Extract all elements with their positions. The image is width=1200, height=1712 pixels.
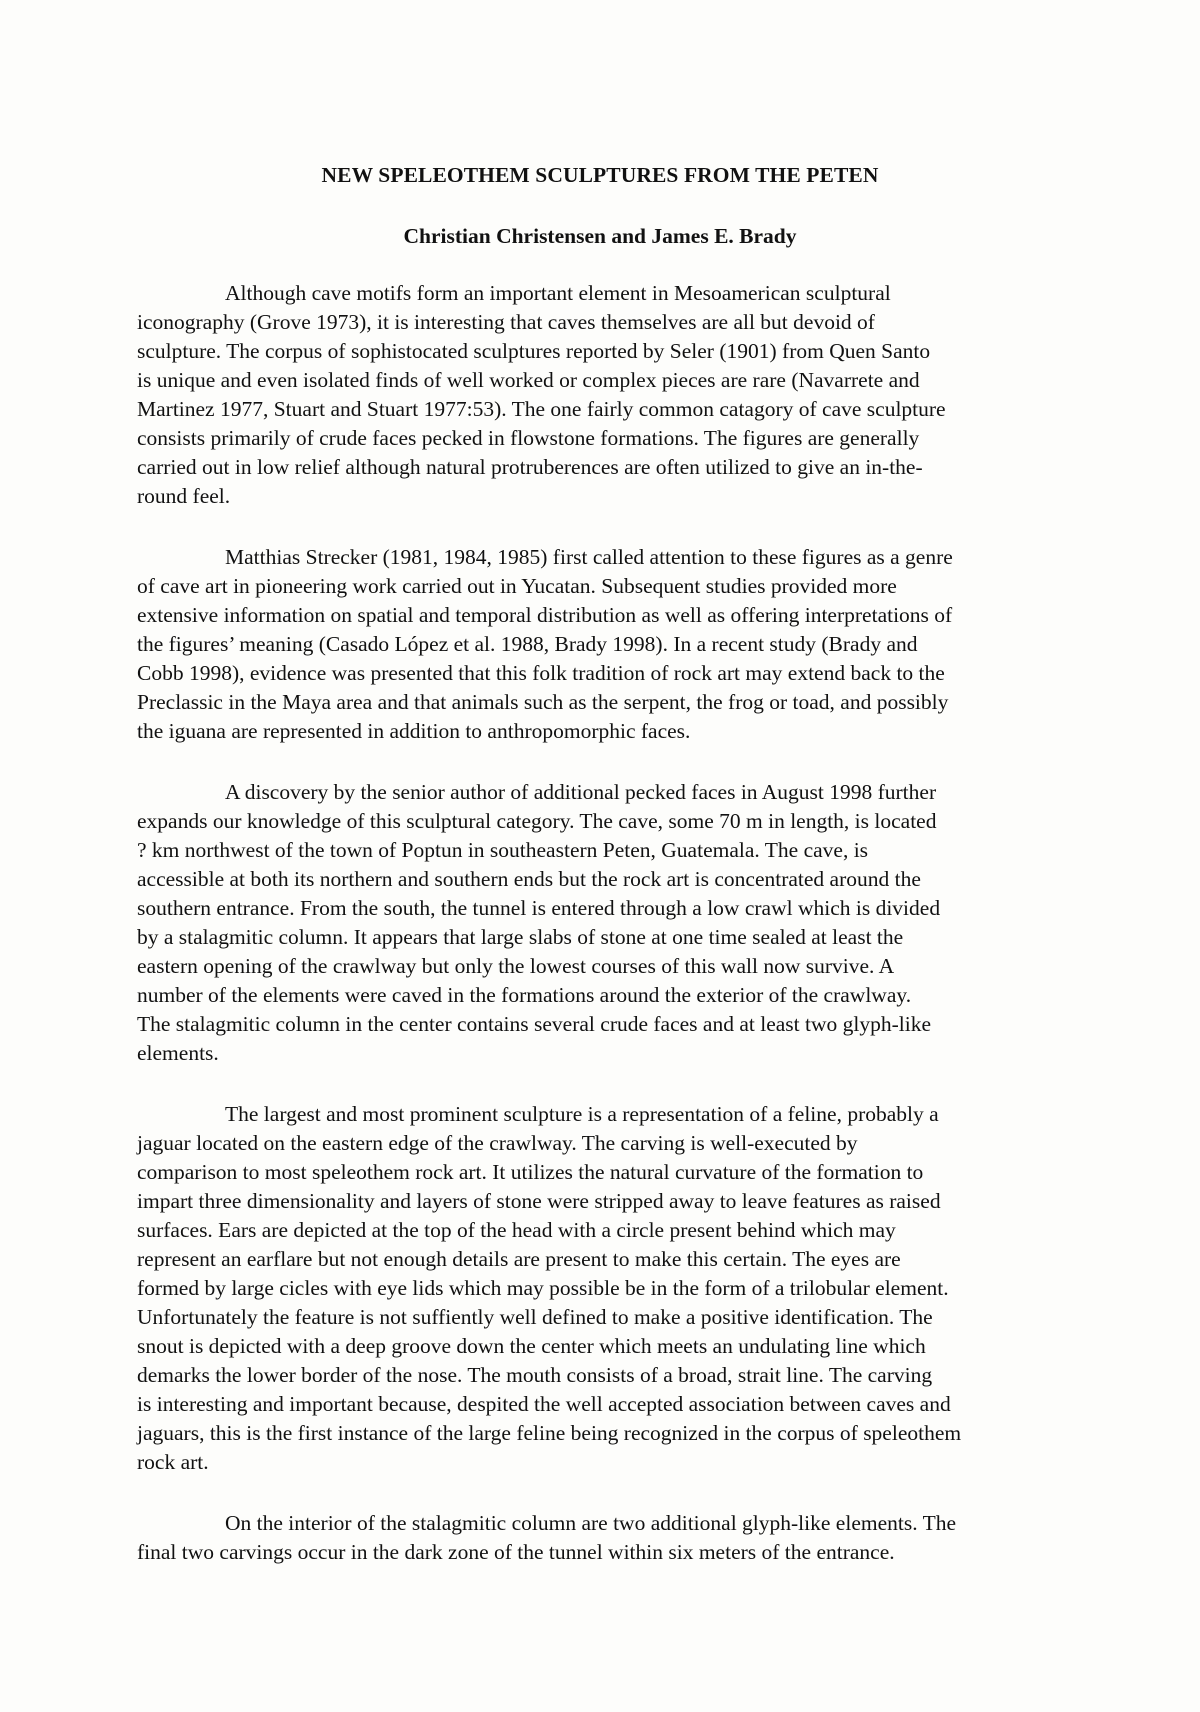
text-line: surfaces. Ears are depicted at the top of the head with a circle present behind which may: [137, 1218, 896, 1242]
text-line: Martinez 1977, Stuart and Stuart 1977:53). The one fairly common catagory of cave sculpture: [137, 397, 946, 421]
text-line: expands our knowledge of this sculptural category. The cave, some 70 m in length, is located: [137, 809, 937, 833]
text-line: On the interior of the stalagmitic column are two additional glyph-like elements. The: [225, 1511, 956, 1535]
text-line: eastern opening of the crawlway but only the lowest courses of this wall now survive. A: [137, 954, 895, 978]
text-line: demarks the lower border of the nose. The mouth consists of a broad, strait line. The carving: [137, 1363, 933, 1387]
text-line: Cobb 1998), evidence was presented that this folk tradition of rock art may extend back to the: [137, 661, 945, 685]
text-line: round feel.: [137, 484, 231, 508]
text-line: iconography (Grove 1973), it is interesting that caves themselves are all but devoid of: [137, 310, 875, 334]
text-line: The largest and most prominent sculpture is a representation of a feline, probably a: [225, 1102, 939, 1126]
text-line: by a stalagmitic column. It appears that large slabs of stone at one time sealed at least the: [137, 925, 904, 949]
text-line: Matthias Strecker (1981, 1984, 1985) first called attention to these figures as a genre: [225, 545, 953, 569]
document-body: [137, 279, 1085, 1567]
text-line: consists primarily of crude faces pecked in flowstone formations. The figures are generally: [137, 426, 920, 450]
text-line: Preclassic in the Maya area and that animals such as the serpent, the frog or toad, and possibly: [137, 690, 949, 714]
text-line: snout is depicted with a deep groove down the center which meets an undulating line which: [137, 1334, 926, 1358]
paragraph-2: [137, 543, 1085, 746]
text-line: is interesting and important because, despited the well accepted association between caves and: [137, 1392, 951, 1416]
text-line: southern entrance. From the south, the tunnel is entered through a low crawl which is divided: [137, 896, 941, 920]
paragraph-3: [137, 778, 1085, 1068]
text-line: The stalagmitic column in the center contains several crude faces and at least two glyph-like: [137, 1012, 932, 1036]
text-line: Unfortunately the feature is not suffiently well defined to make a positive identification. The: [137, 1305, 933, 1329]
document-title: NEW SPELEOTHEM SCULPTURES FROM THE PETEN: [321, 163, 879, 187]
text-line: formed by large cicles with eye lids which may possible be in the form of a trilobular element.: [137, 1276, 949, 1300]
text-line: is unique and even isolated finds of well worked or complex pieces are rare (Navarrete and: [137, 368, 920, 392]
text-line: represent an earflare but not enough details are present to make this certain. The eyes are: [137, 1247, 901, 1271]
text-line: ? km northwest of the town of Poptun in southeastern Peten, Guatemala. The cave, is: [137, 838, 869, 862]
text-line: A discovery by the senior author of additional pecked faces in August 1998 further: [225, 780, 937, 804]
text-line: jaguar located on the eastern edge of the crawlway. The carving is well-executed by: [137, 1131, 858, 1155]
text-line: Although cave motifs form an important element in Mesoamerican sculptural: [225, 281, 891, 305]
text-line: carried out in low relief although natural protruberences are often utilized to give an in-the-: [137, 455, 923, 479]
paragraph-5: [137, 1509, 1085, 1567]
text-line: elements.: [137, 1041, 219, 1065]
text-line: extensive information on spatial and temporal distribution as well as offering interpretations of: [137, 603, 953, 627]
text-line: accessible at both its northern and southern ends but the rock art is concentrated around the: [137, 867, 921, 891]
text-line: sculpture. The corpus of sophistocated sculptures reported by Seler (1901) from Quen Santo: [137, 339, 931, 363]
text-line: rock art.: [137, 1450, 209, 1474]
text-line: comparison to most speleothem rock art. It utilizes the natural curvature of the formation to: [137, 1160, 924, 1184]
text-line: number of the elements were caved in the formations around the exterior of the crawlway.: [137, 983, 912, 1007]
text-line: jaguars, this is the first instance of the large feline being recognized in the corpus of speleothem: [137, 1421, 962, 1445]
document-authors: Christian Christensen and James E. Brady: [403, 224, 797, 248]
text-line: the figures’ meaning (Casado López et al. 1988, Brady 1998). In a recent study (Brady and: [137, 632, 918, 656]
paragraph-1: [137, 279, 1085, 511]
text-line: the iguana are represented in addition to anthropomorphic faces.: [137, 719, 691, 743]
paragraph-4: [137, 1100, 1085, 1477]
text-line: impart three dimensionality and layers of stone were stripped away to leave features as raised: [137, 1189, 941, 1213]
text-line: of cave art in pioneering work carried out in Yucatan. Subsequent studies provided more: [137, 574, 897, 598]
text-line: final two carvings occur in the dark zone of the tunnel within six meters of the entrance.: [137, 1540, 895, 1564]
